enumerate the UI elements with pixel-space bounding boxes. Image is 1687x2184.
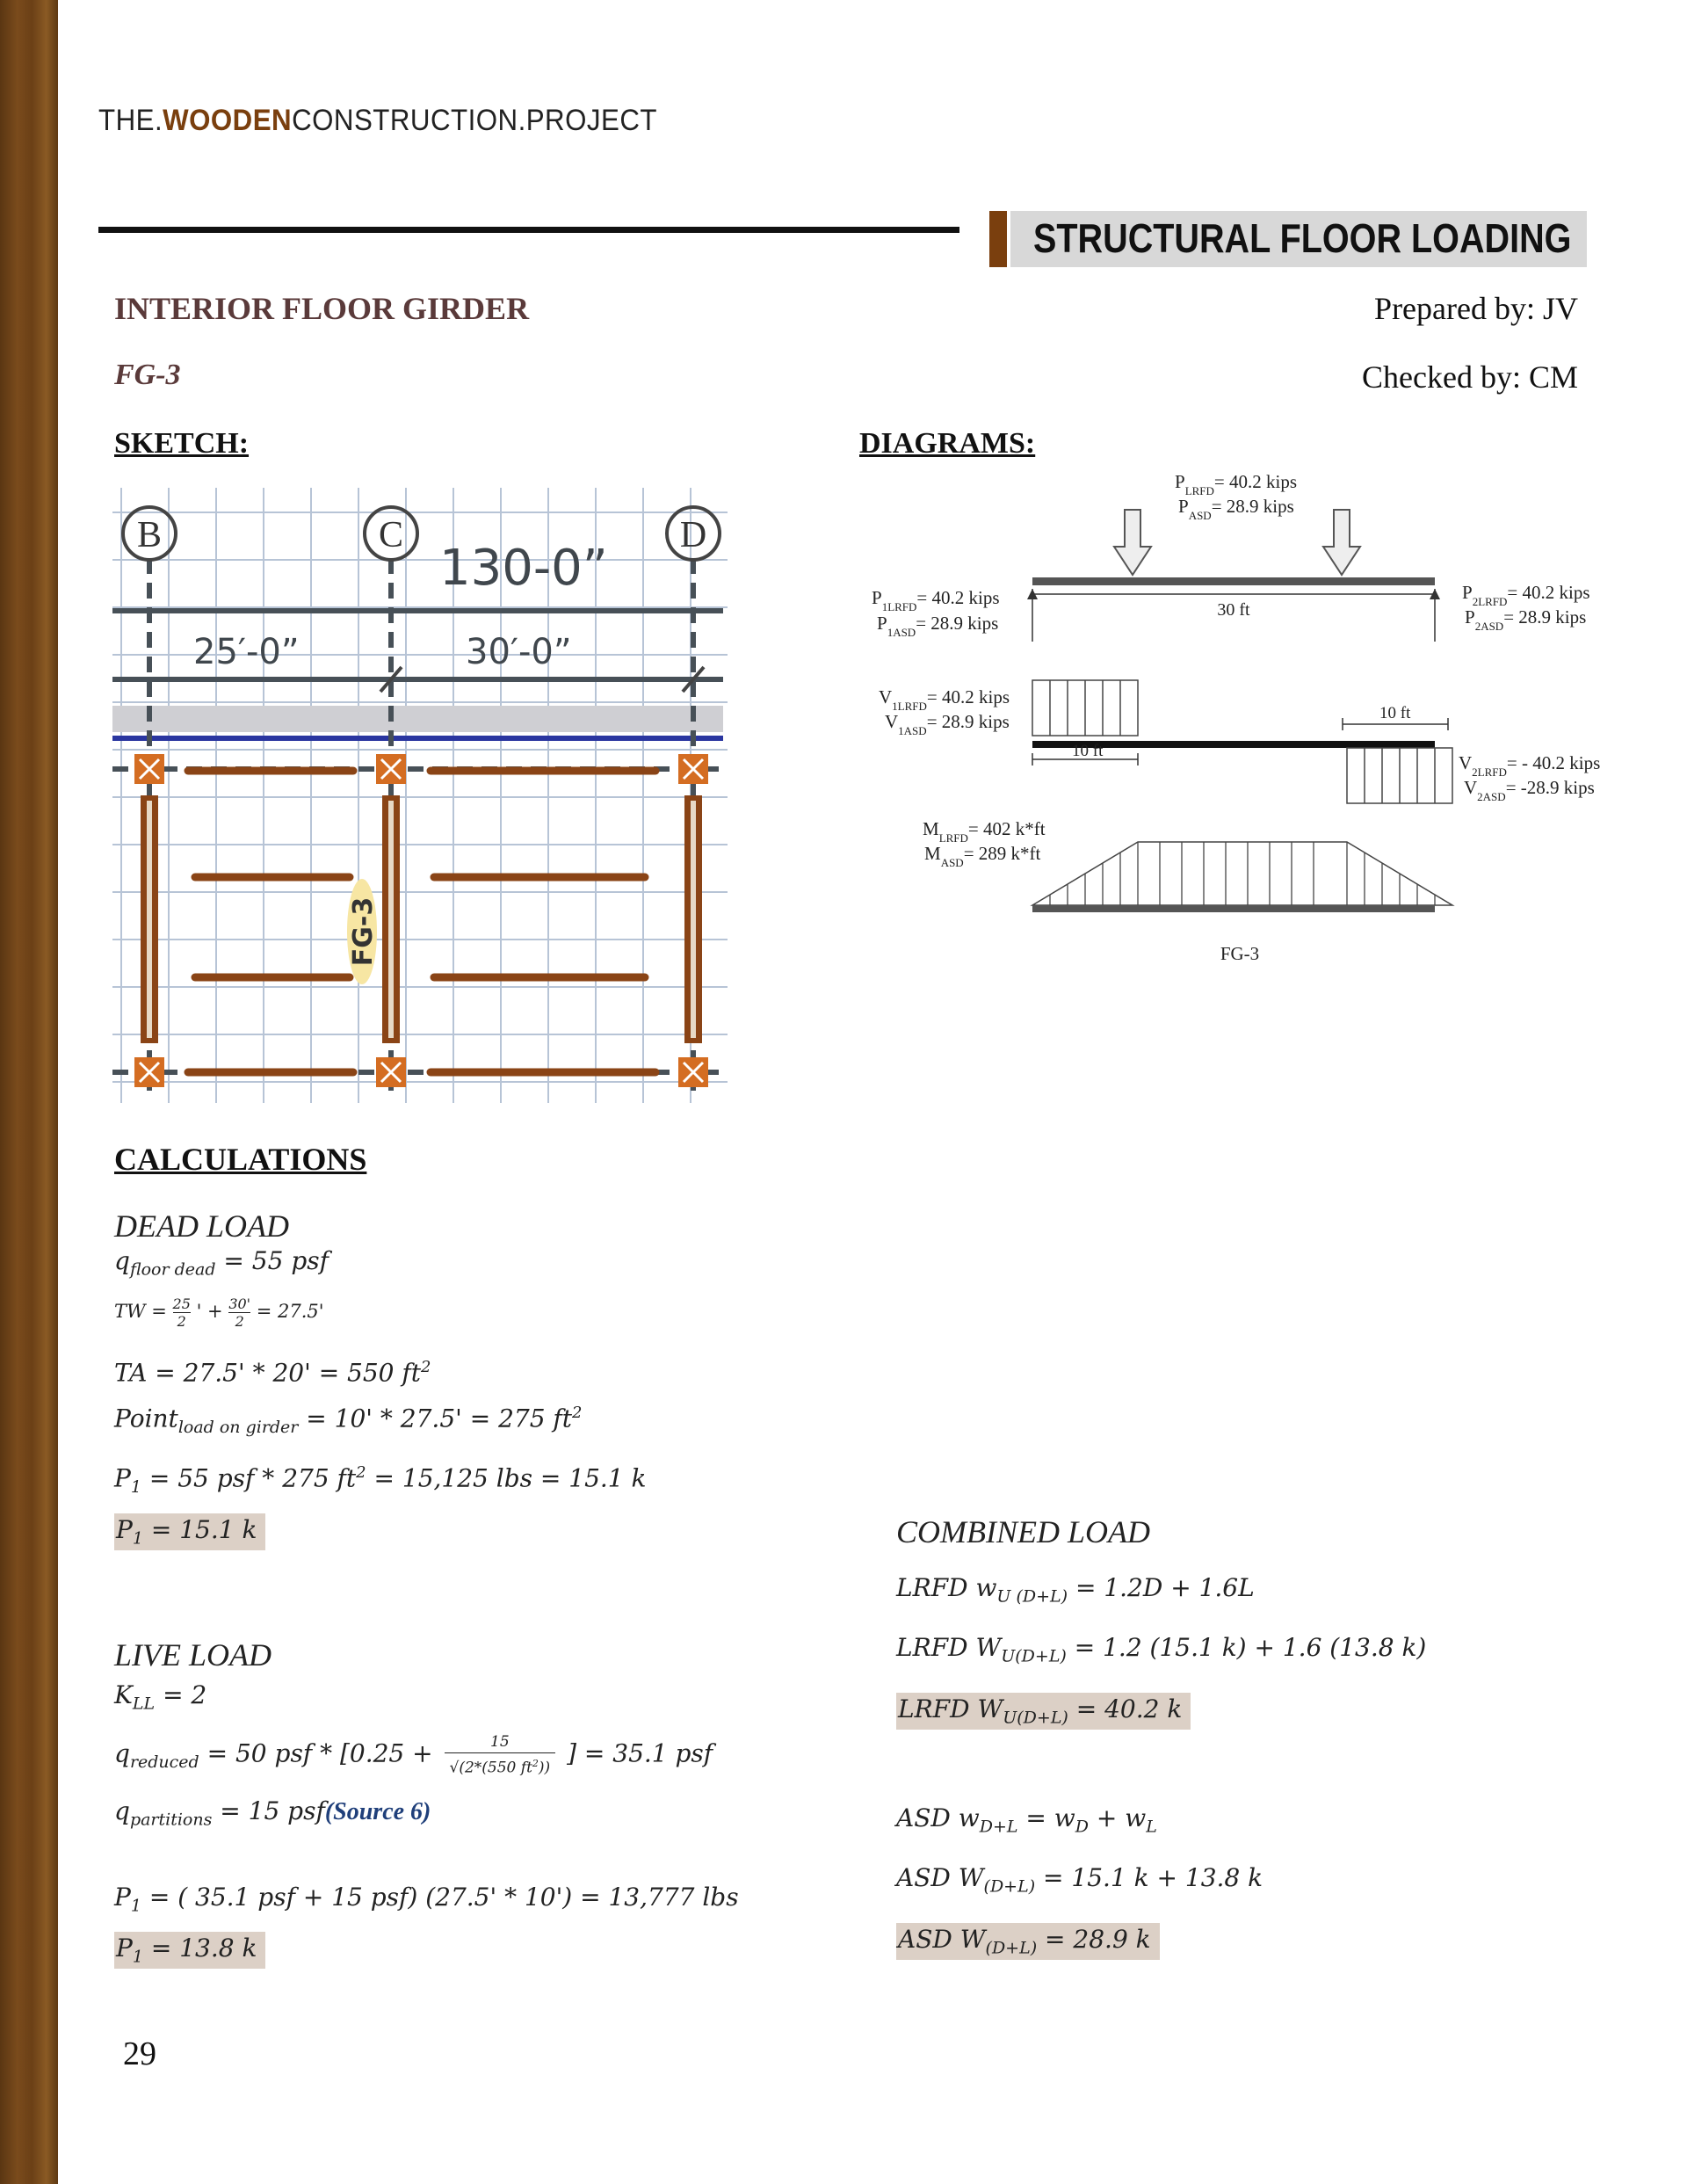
svg-text:P2LRFD= 40.2 kips: $P_{2LRFD}= 40.2$ kips xyxy=(1462,582,1590,608)
combined-load-heading: COMBINED LOAD xyxy=(896,1514,1150,1549)
v2-asd-label: = -28.9 kips xyxy=(1505,777,1595,798)
overall-dimension: 130-0” xyxy=(439,540,608,597)
sketch-heading: SKETCH: xyxy=(114,427,250,460)
moment-diagram xyxy=(1032,842,1452,905)
result-p1-dead: $P_1 = 15.1$ k xyxy=(114,1513,265,1550)
girder-id: FG-3 xyxy=(114,359,181,391)
p-lrfd-label: = 40.2 kips xyxy=(1213,471,1298,492)
wood-sidebar xyxy=(0,0,58,2184)
diagrams-heading: DIAGRAMS: xyxy=(859,427,1036,460)
shear-dim-right: 10 ft xyxy=(1379,704,1411,722)
load-diagrams xyxy=(861,466,1634,976)
eq-lrfd-combo: LRFD $w_{U (D+L)} = 1.2D + 1.6L$ xyxy=(896,1573,1255,1607)
m-asd-label: = 289 k*ft xyxy=(963,843,1041,864)
floor-band xyxy=(112,706,723,732)
beam xyxy=(1032,577,1435,585)
svg-text:V2LRFD= - 40.2 kips: $V_{2LRFD}= - 40.2$ kips xyxy=(1459,752,1601,779)
p2-asd-label: = 28.9 kips xyxy=(1503,606,1587,628)
eq-q-floor: $q_{floor dead} = 55$ psf xyxy=(114,1246,329,1280)
result-asd: ASD $W_{(D+L)} = 28.9$ k xyxy=(896,1923,1160,1960)
eq-q-partitions: $q_{partitions} = 15$ psf(Source 6) xyxy=(114,1796,431,1830)
diagram-caption: FG-3 xyxy=(1220,943,1260,964)
svg-text:V1ASD= 28.9 kips: $V_{1ASD}= 28.9$ kips xyxy=(885,711,1010,737)
eq-ta: TA = 27.5' * 20' = 550 $ft^2$ xyxy=(114,1358,431,1388)
svg-text:V1LRFD= 40.2 kips: $V_{1LRFD}= 40.2$ kips xyxy=(879,686,1010,713)
moment-baseline xyxy=(1032,905,1435,912)
eq-p1-live: $P_1$ = ( 35.1 psf + 15 psf) (27.5' * 10') = 13,777 lbs xyxy=(114,1883,739,1916)
span-dim-1: 25′-0” xyxy=(193,632,300,672)
svg-text:P1LRFD= 40.2 kips: $P_{1LRFD}= 40.2$ kips xyxy=(872,587,1000,613)
svg-text:P2ASD= 28.9 kips: $P_{2ASD}= 28.9$ kips xyxy=(1465,606,1587,633)
svg-text:P1ASD= 28.9 kips: $P_{1ASD}= 28.9$ kips xyxy=(877,613,999,639)
calculations-heading: CALCULATIONS xyxy=(114,1142,367,1177)
v2-lrfd-label: = - 40.2 kips xyxy=(1506,752,1601,773)
p2-lrfd-label: = 40.2 kips xyxy=(1507,582,1590,603)
brand-logo: THE.WOODENCONSTRUCTION.PROJECT xyxy=(98,104,657,137)
column-markers xyxy=(134,754,708,1087)
span-dim-2: 30′-0” xyxy=(466,632,572,672)
p1-lrfd-label: = 40.2 kips xyxy=(916,587,1000,608)
header-rule xyxy=(98,227,959,233)
source-reference: (Source 6) xyxy=(324,1798,431,1825)
p1-asd-label: = 28.9 kips xyxy=(916,613,999,634)
svg-text:MLRFD= 402 k*ft: $M_{LRFD}= 402$ k*ft xyxy=(923,818,1046,845)
p-asd-label: = 28.9 kips xyxy=(1211,496,1294,517)
eq-point-load: Point$_{load on girder}$ = 10' * 27.5' = 275 $ft^2$ xyxy=(114,1404,583,1437)
m-lrfd-label: = 402 k*ft xyxy=(967,818,1046,839)
girder-tag: FG-3 xyxy=(348,896,379,967)
point-load-arrow-2 xyxy=(1323,510,1360,575)
shear-dim-left: 10 ft xyxy=(1072,742,1104,760)
checked-by: Checked by: CM xyxy=(1362,359,1578,395)
eq-lrfd-sub: LRFD $W_{U(D+L)} = 1.2$ (15.1 k) + 1.6 (13.8 k) xyxy=(896,1633,1427,1666)
page-number: 29 xyxy=(123,2035,156,2072)
eq-q-reduced: $q_{reduced} = 50$ psf * [0.25 + 15 √(2*(550 $ft^2$)) ] = 35.1 psf xyxy=(114,1733,713,1777)
grid-label-d: D xyxy=(679,515,707,555)
eq-kll: $K_{LL} = 2$ xyxy=(114,1680,207,1714)
eq-tw: TW = 25 2 ' + 30' 2 = 27.5' xyxy=(114,1295,324,1330)
svg-text:MASD= 289 k*ft: $M_{ASD}= 289$ k*ft xyxy=(924,843,1041,869)
live-load-heading: LIVE LOAD xyxy=(114,1637,272,1672)
dead-load-heading: DEAD LOAD xyxy=(114,1208,289,1244)
grid-label-b: B xyxy=(136,515,163,555)
eq-p1-dead: $P_1 = 55$ psf * 275 $ft^2 = 15,125$ lbs = 15.1 k xyxy=(114,1463,647,1497)
span-label: 30 ft xyxy=(1217,600,1250,620)
section-title: INTERIOR FLOOR GIRDER xyxy=(114,291,530,326)
v1-lrfd-label: = 40.2 kips xyxy=(926,686,1010,707)
grid-label-c: C xyxy=(378,515,404,555)
framing-sketch xyxy=(112,488,728,1103)
page-title: STRUCTURAL FLOOR LOADING xyxy=(1033,215,1572,261)
title-accent xyxy=(989,211,1007,267)
v1-asd-label: = 28.9 kips xyxy=(926,711,1010,732)
point-load-arrow-1 xyxy=(1114,510,1151,575)
result-lrfd: LRFD $W_{U(D+L)} = 40.2$ k xyxy=(896,1693,1191,1730)
svg-text:PLRFD= 40.2 kips: $P_{LRFD}= 40.2$ kips xyxy=(1175,471,1298,497)
eq-asd-combo: ASD $w_{D+L} = w_D + w_L$ xyxy=(896,1803,1157,1837)
svg-text:PASD= 28.9 kips: $P_{ASD}= 28.9$ kips xyxy=(1178,496,1294,522)
prepared-by: Prepared by: JV xyxy=(1374,291,1578,326)
svg-text:V2ASD= -28.9 kips: $V_{2ASD}= -28.9$ kips xyxy=(1464,777,1595,803)
eq-asd-sub: ASD $W_{(D+L)} = 15.1$ k + 13.8 k xyxy=(896,1863,1263,1897)
result-p1-live: $P_1 = 13.8$ k xyxy=(114,1932,265,1969)
